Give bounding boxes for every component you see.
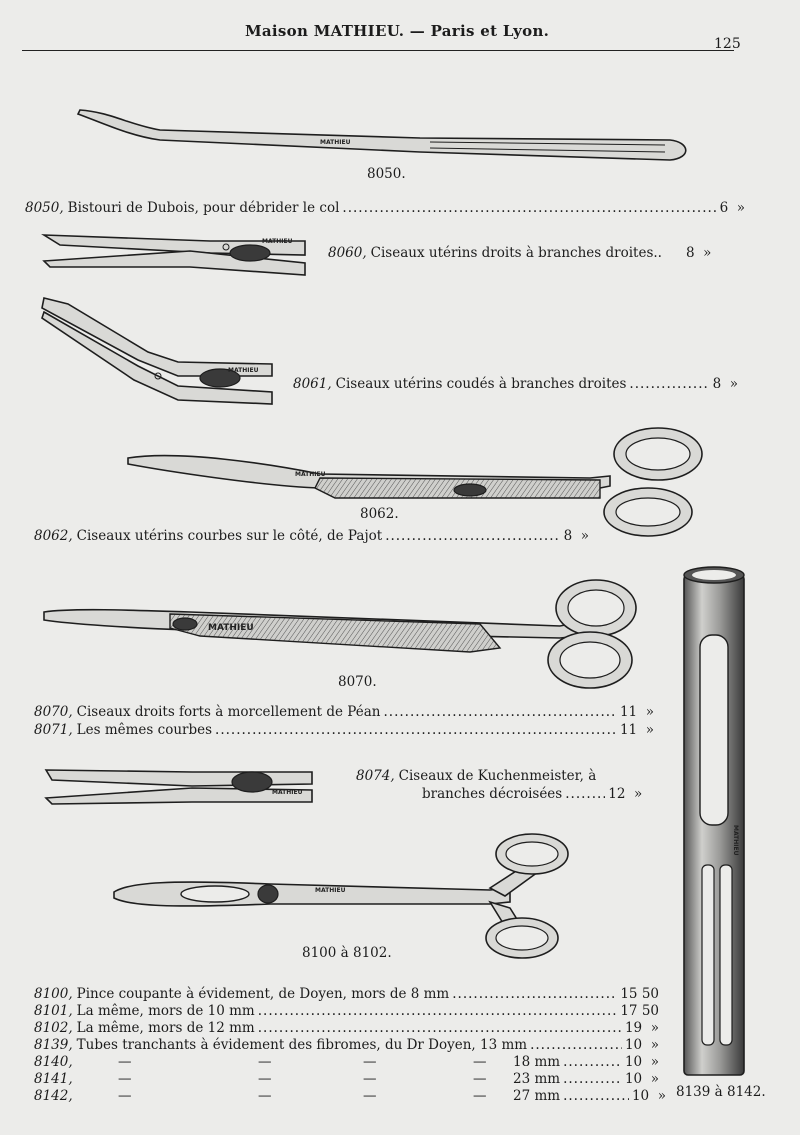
- catalog-entry-8074-line1: 8074, Ciseaux de Kuchenmeister, à: [356, 768, 597, 784]
- catalog-entry-8050: 8050, Bistouri de Dubois, pour débrider le col ..... 6 »: [25, 186, 745, 216]
- catalog-entry-8139: 8139, Tubes tranchants à évidement des fibromes, du Dr Doyen, 13 mm ..... 10 »: [34, 1037, 659, 1053]
- figure-label-8070: 8070.: [338, 674, 377, 690]
- catalog-entry-8142: 8142, — — — — 27 mm ..... 10 »: [34, 1088, 666, 1104]
- catalog-entry-8061: 8061, Ciseaux utérins coudés à branches droites ..... 8 »: [293, 376, 738, 392]
- tube-stamp: MATHIEU: [732, 825, 739, 856]
- catalog-entry-8062: 8062, Ciseaux utérins courbes sur le côté, de Pajot ..... 8 »: [34, 528, 589, 544]
- catalog-entry-8100: 8100, Pince coupante à évidement, de Doyen, mors de 8 mm ..... 15 50: [34, 986, 659, 1002]
- figure-label-8139: 8139 à 8142.: [676, 1084, 766, 1100]
- catalog-entry-8074-line2: branches décroisées ..... 12 »: [422, 786, 662, 802]
- bistouri-illustration: [70, 100, 700, 170]
- page-number: 125: [714, 36, 741, 52]
- catalog-entry-8101: 8101, La même, mors de 10 mm ..... 17 50: [34, 1003, 659, 1019]
- catalog-entry-8071: 8071, Les mêmes courbes ..... 11 »: [34, 722, 654, 738]
- scissors-8074-illustration: [42, 762, 322, 812]
- scissors-8060-illustration: [40, 225, 310, 280]
- catalog-entry-8140: 8140, — — — — 18 mm ..... 10 »: [34, 1054, 659, 1070]
- bistouri-stamp: MATHIEU: [320, 139, 351, 146]
- scissors-8061-stamp: MATHIEU: [228, 367, 259, 374]
- catalog-entry-8141: 8141, — — — — 23 mm ..... 10 »: [34, 1071, 659, 1087]
- scissors-8070-stamp: MATHIEU: [208, 623, 254, 633]
- page-header-title: Maison MATHIEU. — Paris et Lyon.: [245, 22, 550, 40]
- catalog-entry-8102: 8102, La même, mors de 12 mm ..... 19 »: [34, 1020, 659, 1036]
- scissors-8061-illustration: [38, 292, 278, 407]
- doyen-forceps-illustration: [110, 832, 580, 962]
- catalog-entry-8070: 8070, Ciseaux droits forts à morcellement de Péan ..... 11 »: [34, 704, 654, 720]
- header-rule: [22, 50, 734, 51]
- figure-label-8062: 8062.: [360, 506, 399, 522]
- scissors-8060-stamp: MATHIEU: [262, 238, 293, 245]
- doyen-tube-illustration: [680, 565, 752, 1080]
- scissors-8062-stamp: MATHIEU: [295, 471, 326, 478]
- doyen-forceps-stamp: MATHIEU: [315, 887, 346, 894]
- scissors-8062-illustration: [120, 420, 710, 545]
- figure-label-8100: 8100 à 8102.: [302, 945, 392, 961]
- scissors-8074-stamp: MATHIEU: [272, 789, 303, 796]
- catalog-entry-8060: 8060, Ciseaux utérins droits à branches droites.. 8 »: [328, 245, 712, 261]
- figure-label-8050: 8050.: [367, 166, 406, 182]
